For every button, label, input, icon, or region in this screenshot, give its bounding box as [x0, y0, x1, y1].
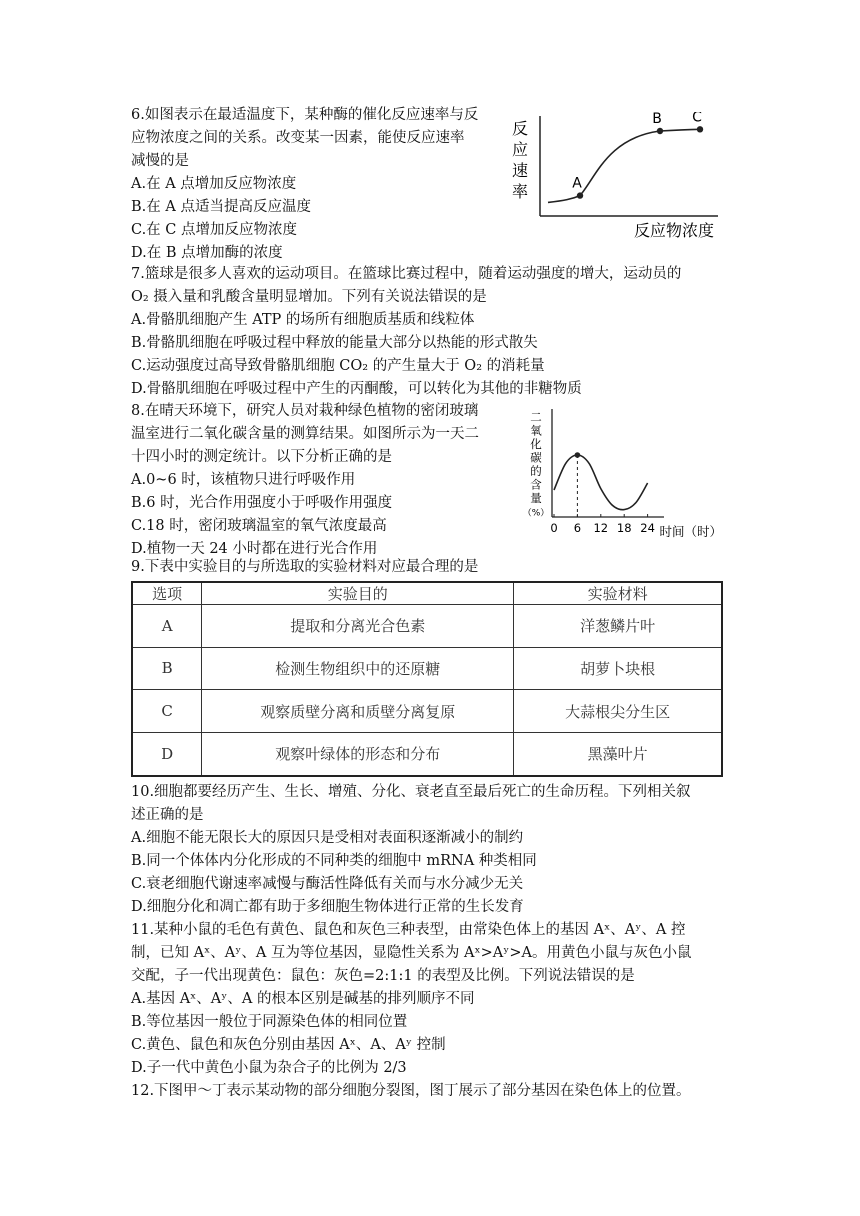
q8-ylabel-char: 氧: [530, 423, 542, 438]
q10-option-a: A.细胞不能无限长大的原因只是受相对表面积逐渐减小的制约: [131, 830, 524, 846]
q8-ylabel-char: 量: [530, 491, 542, 505]
q8-x-tick-label: 12: [593, 521, 609, 535]
q6-point-c: [697, 126, 703, 132]
q10-stem-line-1: 10.细胞都要经历产生、生长、增殖、分化、衰老直至最后死亡的生命历程。下列相关叙: [131, 784, 691, 800]
table-header-material: 实验材料: [514, 582, 722, 605]
q6-option-a: A.在 A 点增加反应物浓度: [131, 176, 297, 192]
q7-option-b: B.骨骼肌细胞在呼吸过程中释放的能量大部分以热能的形式散失: [131, 335, 538, 351]
q8-stem-line-1: 8.在晴天环境下，研究人员对栽种绿色植物的密闭玻璃: [131, 403, 479, 419]
q11-option-c: C.黄色、鼠色和灰色分别由基因 Aˣ、A、Aʸ 控制: [131, 1037, 446, 1053]
q11-option-b: B.等位基因一般位于同源染色体的相同位置: [131, 1014, 408, 1030]
q9-experiment-table: [131, 581, 723, 777]
q6-enzyme-rate-figure: [508, 112, 728, 247]
q8-co2-content-figure: [522, 405, 727, 545]
q6-point-a: [577, 192, 583, 198]
q8-x-tick-label: 6: [573, 521, 582, 535]
q8-x-axis-label: 时间（时）: [659, 524, 722, 539]
q9-stem: 9.下表中实验目的与所选取的实验材料对应最合理的是: [131, 559, 479, 575]
table-cell-option: D: [132, 732, 202, 776]
q10-option-c: C.衰老细胞代谢速率减慢与酶活性降低有关而与水分减少无关: [131, 876, 524, 892]
q7-option-c: C.运动强度过高导致骨骼肌细胞 CO₂ 的产生量大于 O₂ 的消耗量: [131, 358, 545, 374]
q6-y-axis-label: [512, 119, 528, 201]
q8-option-a: A.0~6 时，该植物只进行呼吸作用: [131, 472, 356, 488]
q6-ylabel-char-2: 应: [511, 140, 529, 159]
table-cell-purpose: 提取和分离光合色素: [202, 605, 514, 648]
q11-stem-line-3: 交配，子一代出现黄色：鼠色：灰色=2:1:1 的表型及比例。下列说法错误的是: [131, 968, 635, 984]
q6-option-d: D.在 B 点增加酶的浓度: [131, 245, 283, 261]
table-cell-purpose: 检测生物组织中的还原糖: [202, 647, 514, 690]
q6-point-b: [657, 128, 663, 134]
q6-ylabel-char-1: 反: [511, 119, 529, 138]
q6-ylabel-char-4: 率: [511, 182, 529, 201]
q8-ylabel-char: （%）: [522, 508, 550, 519]
q6-ylabel-char-3: 速: [511, 161, 529, 180]
q8-option-c: C.18 时，密闭玻璃温室的氧气浓度最高: [131, 518, 387, 534]
q8-ylabel-char: 的: [530, 464, 542, 478]
q10-option-d: D.细胞分化和凋亡都有助于多细胞生物体进行正常的生长发育: [131, 899, 524, 915]
table-cell-option: B: [132, 647, 202, 690]
q8-option-b: B.6 时，光合作用强度小于呼吸作用强度: [131, 495, 393, 511]
q11-stem-line-1: 11.某种小鼠的毛色有黄色、鼠色和灰色三种表型，由常染色体上的基因 Aˣ、Aʸ、A 控: [131, 922, 686, 938]
table-cell-material: 大蒜根尖分生区: [514, 690, 722, 733]
q6-stem-line-1: 6.如图表示在最适温度下，某种酶的催化反应速率与反: [131, 107, 479, 123]
q7-option-a: A.骨骼肌细胞产生 ATP 的场所有细胞质基质和线粒体: [131, 312, 475, 328]
q8-marker-point: [575, 452, 581, 458]
q6-option-c: C.在 C 点增加反应物浓度: [131, 222, 297, 238]
q7-stem-line-1: 7.篮球是很多人喜欢的运动项目。在篮球比赛过程中，随着运动强度的增大，运动员的: [131, 266, 682, 282]
q6-point-label-b: B: [652, 112, 662, 127]
q6-stem-line-3: 减慢的是: [131, 153, 189, 169]
q8-ylabel-char: 化: [530, 437, 542, 451]
q8-x-tick-label: 18: [616, 521, 632, 535]
q7-stem-line-2: O₂ 摄入量和乳酸含量明显增加。下列有关说法错误的是: [131, 289, 487, 305]
q6-point-label-c: C: [692, 112, 702, 126]
table-header-row: [132, 582, 722, 605]
q6-option-b: B.在 A 点适当提高反应温度: [131, 199, 311, 215]
q8-x-tick-label: 24: [640, 521, 655, 535]
table-cell-option: C: [132, 690, 202, 733]
q7-option-d: D.骨骼肌细胞在呼吸过程中产生的丙酮酸，可以转化为其他的非糖物质: [131, 381, 582, 397]
table-row: [132, 647, 722, 690]
q8-option-d: D.植物一天 24 小时都在进行光合作用: [131, 541, 378, 557]
q6-point-label-a: A: [572, 175, 582, 192]
q8-stem-line-2: 温室进行二氧化碳含量的测算结果。如图所示为一天二: [131, 426, 479, 442]
q8-x-tick-label: 0: [550, 521, 558, 535]
q6-rate-curve: [548, 129, 700, 202]
table-cell-material: 洋葱鳞片叶: [514, 605, 722, 648]
q8-ylabel-char: 碳: [530, 450, 542, 465]
q6-stem-line-2: 应物浓度之间的关系。改变某一因素，能使反应速率: [131, 130, 465, 146]
table-header-purpose: 实验目的: [202, 582, 514, 605]
q12-stem-line-1: 12.下图甲～丁表示某动物的部分细胞分裂图，图丁展示了部分基因在染色体上的位置。: [131, 1083, 691, 1099]
q11-option-d: D.子一代中黄色小鼠为杂合子的比例为 2/3: [131, 1060, 407, 1076]
table-header-option: 选项: [132, 582, 202, 605]
table-row: [132, 605, 722, 648]
table-cell-material: 胡萝卜块根: [514, 647, 722, 690]
q8-stem-line-3: 十四小时的测定统计。以下分析正确的是: [131, 449, 392, 465]
table-cell-option: A: [132, 605, 202, 648]
table-row: [132, 732, 722, 776]
q10-stem-line-2: 述正确的是: [131, 807, 204, 823]
table-cell-material: 黑藻叶片: [514, 732, 722, 776]
q11-stem-line-2: 制，已知 Aˣ、Aʸ、A 互为等位基因，显隐性关系为 Aˣ>Aʸ>A。用黄色小鼠与灰色小鼠: [131, 945, 692, 961]
table-row: [132, 690, 722, 733]
q8-y-axis-label: [523, 410, 550, 519]
q10-option-b: B.同一个体体内分化形成的不同种类的细胞中 mRNA 种类相同: [131, 853, 537, 869]
q8-co2-curve: [554, 455, 648, 510]
table-cell-purpose: 观察质壁分离和质壁分离复原: [202, 690, 514, 733]
q8-ylabel-char: 二: [530, 410, 542, 424]
q8-ylabel-char: 含: [530, 477, 542, 492]
q6-x-axis-label: 反应物浓度: [633, 221, 714, 240]
q11-option-a: A.基因 Aˣ、Aʸ、A 的根本区别是碱基的排列顺序不同: [131, 991, 475, 1007]
table-cell-purpose: 观察叶绿体的形态和分布: [202, 732, 514, 776]
